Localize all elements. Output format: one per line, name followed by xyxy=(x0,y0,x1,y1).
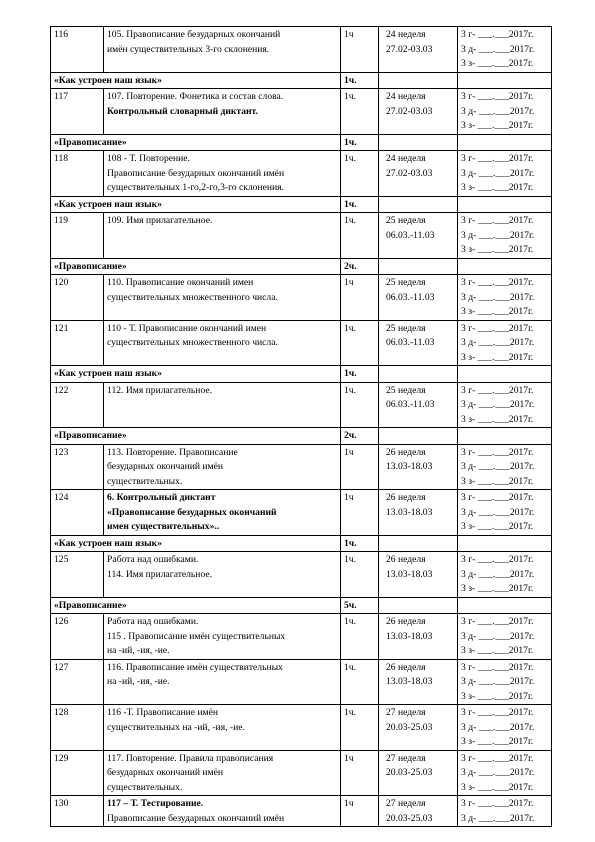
lesson-row xyxy=(51,275,552,321)
section-hours: 1ч. xyxy=(341,196,379,213)
lesson-hours: 1ч. xyxy=(341,89,379,135)
section-hours: 2ч. xyxy=(341,428,379,445)
lesson-number: 124 xyxy=(51,490,104,536)
cell-line: 3 д- ___.___2017г. xyxy=(461,337,535,348)
cell-line: 3 з- ___.___2017г. xyxy=(461,690,534,702)
section-row xyxy=(51,196,552,213)
lesson-topic xyxy=(104,490,341,536)
empty-cell xyxy=(379,258,458,275)
cell-line: на -ий, -ия, -ие. xyxy=(107,645,170,656)
cell-line: безударных окончаний имён xyxy=(107,767,224,778)
lesson-hours: 1ч xyxy=(341,796,379,827)
lesson-row xyxy=(51,213,552,259)
lesson-hours: 1ч. xyxy=(341,213,379,259)
section-hours: 1ч. xyxy=(341,72,379,89)
empty-cell xyxy=(458,597,552,614)
cell-line: 3 г- ___.___2017г. xyxy=(461,492,534,503)
cell-line: 20.03-25.03 xyxy=(386,812,433,824)
lesson-dates xyxy=(458,382,552,428)
lesson-dates xyxy=(458,213,552,259)
lesson-hours: 1ч xyxy=(341,27,379,73)
cell-line: 24 неделя xyxy=(386,91,426,102)
cell-line: безударных окончаний имён xyxy=(107,461,224,472)
cell-line: 3 г- ___.___2017г. xyxy=(461,616,534,627)
cell-line: существительных 1-го,2-го,3-го склонения. xyxy=(107,182,284,193)
section-hours: 2ч. xyxy=(341,258,379,275)
lesson-number: 125 xyxy=(51,552,104,598)
lesson-week xyxy=(379,382,458,428)
lesson-week xyxy=(379,320,458,366)
empty-cell xyxy=(379,597,458,614)
empty-cell xyxy=(458,72,552,89)
section-title: «Правописание» xyxy=(51,428,341,445)
lesson-number: 121 xyxy=(51,320,104,366)
cell-line: 27.02-03.03 xyxy=(386,167,433,179)
lesson-hours: 1ч. xyxy=(341,552,379,598)
cell-line: Контрольный словарный диктант. xyxy=(107,105,258,117)
lesson-week xyxy=(379,275,458,321)
lesson-week xyxy=(379,705,458,751)
lesson-dates xyxy=(458,89,552,135)
lesson-topic xyxy=(104,151,341,197)
lesson-hours: 1ч xyxy=(341,275,379,321)
lesson-week xyxy=(379,796,458,827)
cell-line: 26 неделя xyxy=(386,446,426,458)
lesson-number: 129 xyxy=(51,750,104,796)
cell-line: 3 з- ___.___2017г. xyxy=(461,521,534,532)
cell-line: 13.03-18.03 xyxy=(386,630,433,642)
section-row xyxy=(51,134,552,151)
cell-line: 110 - Т. Правописание окончаний имен xyxy=(107,322,267,334)
cell-line: 3 г- ___.___2017г. xyxy=(461,29,534,40)
lesson-number: 123 xyxy=(51,444,104,490)
cell-line: 3 з- ___.___2017г. xyxy=(461,583,534,594)
cell-line: 3 д- ___.___2017г. xyxy=(461,676,535,687)
empty-cell xyxy=(458,196,552,213)
section-hours: 1ч. xyxy=(341,134,379,151)
empty-cell xyxy=(379,535,458,552)
lesson-week xyxy=(379,490,458,536)
cell-line: 110. Правописание окончаний имен xyxy=(107,277,254,288)
cell-line: 112. Имя прилагательное. xyxy=(107,384,213,396)
lesson-week xyxy=(379,151,458,197)
cell-line: 3 д- ___.___2017г. xyxy=(461,630,535,642)
cell-line: существительных. xyxy=(107,475,183,487)
cell-line: существительных множественного числа. xyxy=(107,337,278,348)
lesson-hours: 1ч xyxy=(341,490,379,536)
cell-line: 3 г- ___.___2017г. xyxy=(461,707,534,718)
section-title: «Как устроен наш язык» xyxy=(51,196,341,213)
cell-line: 3 г- ___.___2017г. xyxy=(461,661,534,673)
cell-line: 24 неделя xyxy=(386,153,426,164)
cell-line: 3 з- ___.___2017г. xyxy=(461,58,534,69)
section-row xyxy=(51,72,552,89)
lesson-dates xyxy=(458,320,552,366)
lesson-topic xyxy=(104,614,341,660)
lesson-row xyxy=(51,705,552,751)
lesson-number: 127 xyxy=(51,659,104,705)
empty-cell xyxy=(379,134,458,151)
cell-line: 3 з- ___.___2017г. xyxy=(461,781,534,793)
empty-cell xyxy=(458,535,552,552)
lesson-row xyxy=(51,151,552,197)
cell-line: 3 д- ___.___2017г. xyxy=(461,399,535,410)
lesson-topic xyxy=(104,89,341,135)
lesson-number: 122 xyxy=(51,382,104,428)
cell-line: 3 г- ___.___2017г. xyxy=(461,153,534,164)
cell-line: 6. Контрольный диктант xyxy=(107,492,216,503)
section-hours: 5ч. xyxy=(341,597,379,614)
lesson-week xyxy=(379,444,458,490)
lesson-topic xyxy=(104,552,341,598)
lesson-topic xyxy=(104,659,341,705)
lesson-topic xyxy=(104,275,341,321)
empty-cell xyxy=(379,428,458,445)
lesson-week xyxy=(379,750,458,796)
cell-line: 3 г- ___.___2017г. xyxy=(461,554,534,565)
cell-line: 3 д- ___.___2017г. xyxy=(461,721,535,733)
cell-line: 26 неделя xyxy=(386,661,426,673)
lesson-row xyxy=(51,750,552,796)
empty-cell xyxy=(458,428,552,445)
lesson-topic xyxy=(104,27,341,73)
empty-cell xyxy=(458,366,552,383)
cell-line: 13.03-18.03 xyxy=(386,461,433,472)
cell-line: 3 г- ___.___2017г. xyxy=(461,384,534,396)
cell-line: 25 неделя xyxy=(386,322,426,334)
lesson-row xyxy=(51,614,552,660)
section-title: «Как устроен наш язык» xyxy=(51,366,341,383)
cell-line: 20.03-25.03 xyxy=(386,721,433,733)
cell-line: Работа над ошибками. xyxy=(107,616,199,627)
lesson-hours: 1ч. xyxy=(341,659,379,705)
lesson-row xyxy=(51,444,552,490)
cell-line: 06.03.-11.03 xyxy=(386,291,435,303)
lesson-dates xyxy=(458,659,552,705)
lesson-topic xyxy=(104,213,341,259)
cell-line: существительных множественного числа. xyxy=(107,291,278,303)
lesson-dates xyxy=(458,275,552,321)
cell-line: 06.03.-11.03 xyxy=(386,399,435,410)
cell-line: 3 д- ___.___2017г. xyxy=(461,229,535,241)
lesson-week xyxy=(379,659,458,705)
cell-line: 108 - Т. Повторение. xyxy=(107,153,190,164)
lesson-hours: 1ч xyxy=(341,444,379,490)
cell-line: 13.03-18.03 xyxy=(386,676,433,687)
cell-line: 113. Повторение. Правописание xyxy=(107,446,238,458)
lesson-hours: 1ч xyxy=(341,750,379,796)
cell-line: 3 з- ___.___2017г. xyxy=(461,120,534,131)
cell-line: 3 з- ___.___2017г. xyxy=(461,645,534,656)
lesson-dates xyxy=(458,750,552,796)
cell-line: 3 г- ___.___2017г. xyxy=(461,752,534,764)
lesson-topic xyxy=(104,382,341,428)
lesson-number: 117 xyxy=(51,89,104,135)
cell-line: 109. Имя прилагательное. xyxy=(107,215,213,226)
lesson-number: 119 xyxy=(51,213,104,259)
cell-line: 3 з- ___.___2017г. xyxy=(461,475,534,487)
section-title: «Правописание» xyxy=(51,258,341,275)
cell-line: 3 з- ___.___2017г. xyxy=(461,244,534,255)
lesson-number: 120 xyxy=(51,275,104,321)
lesson-plan-table xyxy=(50,26,552,827)
lesson-topic xyxy=(104,796,341,827)
lesson-dates xyxy=(458,444,552,490)
cell-line: имён существительных 3-го склонения. xyxy=(107,43,270,55)
cell-line: 27 неделя xyxy=(386,752,426,764)
cell-line: 3 з- ___.___2017г. xyxy=(461,413,534,425)
cell-line: 3 з- ___.___2017г. xyxy=(461,182,534,193)
cell-line: 3 д- ___.___2017г. xyxy=(461,767,535,778)
lesson-dates xyxy=(458,27,552,73)
cell-line: на -ий, -ия, -ие. xyxy=(107,676,170,687)
cell-line: 25 неделя xyxy=(386,215,426,226)
cell-line: 20.03-25.03 xyxy=(386,767,433,778)
cell-line: 3 з- ___.___2017г. xyxy=(461,306,534,317)
cell-line: 3 г- ___.___2017г. xyxy=(461,322,534,334)
cell-line: 06.03.-11.03 xyxy=(386,229,435,241)
lesson-number: 116 xyxy=(51,27,104,73)
lesson-dates xyxy=(458,151,552,197)
lesson-hours: 1ч. xyxy=(341,382,379,428)
lesson-week xyxy=(379,552,458,598)
lesson-dates xyxy=(458,614,552,660)
cell-line: 3 д- ___.___2017г. xyxy=(461,506,535,518)
cell-line: 3 г- ___.___2017г. xyxy=(461,277,534,288)
section-row xyxy=(51,366,552,383)
lesson-row xyxy=(51,89,552,135)
cell-line: 25 неделя xyxy=(386,277,426,288)
cell-line: 26 неделя xyxy=(386,554,426,565)
cell-line: «Правописание безударных окончаний xyxy=(107,506,277,518)
lesson-dates xyxy=(458,490,552,536)
cell-line: 27.02-03.03 xyxy=(386,43,433,55)
lesson-hours: 1ч. xyxy=(341,151,379,197)
cell-line: 116 -Т. Правописание имён xyxy=(107,707,218,718)
cell-line: 27.02-03.03 xyxy=(386,105,433,117)
cell-line: 116. Правописание имён существительных xyxy=(107,661,283,673)
lesson-topic xyxy=(104,444,341,490)
section-hours: 1ч. xyxy=(341,535,379,552)
cell-line: имен существительных».. xyxy=(107,521,220,532)
cell-line: 3 з- ___.___2017г. xyxy=(461,736,534,747)
cell-line: 13.03-18.03 xyxy=(386,568,433,580)
lesson-row xyxy=(51,490,552,536)
lesson-row xyxy=(51,320,552,366)
empty-cell xyxy=(458,258,552,275)
cell-line: 117 – Т. Тестирование. xyxy=(107,798,204,809)
cell-line: 06.03.-11.03 xyxy=(386,337,435,348)
lesson-row xyxy=(51,382,552,428)
lesson-hours: 1ч. xyxy=(341,614,379,660)
cell-line: 3 г- ___.___2017г. xyxy=(461,798,534,809)
cell-line: 3 г- ___.___2017г. xyxy=(461,446,534,458)
lesson-dates xyxy=(458,796,552,827)
cell-line: Работа над ошибками. xyxy=(107,554,199,565)
cell-line: 3 д- ___.___2017г. xyxy=(461,105,535,117)
cell-line: 24 неделя xyxy=(386,29,426,40)
lesson-week xyxy=(379,213,458,259)
cell-line: 105. Правописание безударных окончаний xyxy=(107,29,281,40)
cell-line: 26 неделя xyxy=(386,492,426,503)
lesson-number: 126 xyxy=(51,614,104,660)
cell-line: 3 д- ___.___2017г. xyxy=(461,461,535,472)
lesson-row xyxy=(51,659,552,705)
cell-line: Правописание безударных окончаний имён xyxy=(107,812,285,824)
cell-line: 26 неделя xyxy=(386,616,426,627)
cell-line: 25 неделя xyxy=(386,384,426,396)
empty-cell xyxy=(379,196,458,213)
lesson-number: 130 xyxy=(51,796,104,827)
cell-line: 3 д- ___.___2017г. xyxy=(461,167,535,179)
empty-cell xyxy=(379,72,458,89)
lesson-row xyxy=(51,552,552,598)
lesson-dates xyxy=(458,552,552,598)
empty-cell xyxy=(458,134,552,151)
cell-line: существительных. xyxy=(107,781,183,793)
lesson-topic xyxy=(104,320,341,366)
section-row xyxy=(51,535,552,552)
section-title: «Правописание» xyxy=(51,134,341,151)
lesson-hours: 1ч. xyxy=(341,320,379,366)
lesson-week xyxy=(379,27,458,73)
lesson-dates xyxy=(458,705,552,751)
cell-line: 114. Имя прилагательное. xyxy=(107,568,213,580)
cell-line: 3 д- ___.___2017г. xyxy=(461,812,535,824)
cell-line: 27 неделя xyxy=(386,707,426,718)
cell-line: 27 неделя xyxy=(386,798,426,809)
cell-line: 3 д- ___.___2017г. xyxy=(461,568,535,580)
lesson-number: 128 xyxy=(51,705,104,751)
lesson-topic xyxy=(104,705,341,751)
section-row xyxy=(51,258,552,275)
cell-line: 107. Повторение. Фонетика и состав слова. xyxy=(107,91,284,102)
cell-line: 3 д- ___.___2017г. xyxy=(461,291,535,303)
section-title: «Как устроен наш язык» xyxy=(51,72,341,89)
section-title: «Как устроен наш язык» xyxy=(51,535,341,552)
cell-line: 117. Повторение. Правила правописания xyxy=(107,752,274,764)
cell-line: 3 г- ___.___2017г. xyxy=(461,91,534,102)
cell-line: существительных на -ий, -ия, -ие. xyxy=(107,721,245,733)
lesson-row xyxy=(51,796,552,827)
cell-line: 3 з- ___.___2017г. xyxy=(461,351,534,363)
cell-line: 3 д- ___.___2017г. xyxy=(461,43,535,55)
lesson-hours: 1ч. xyxy=(341,705,379,751)
cell-line: 115 . Правописание имён существительных xyxy=(107,630,286,642)
lesson-plan-body xyxy=(51,27,552,827)
lesson-row xyxy=(51,27,552,73)
section-row xyxy=(51,428,552,445)
cell-line: Правописание безударных окончаний имён xyxy=(107,167,285,179)
cell-line: 3 г- ___.___2017г. xyxy=(461,215,534,226)
empty-cell xyxy=(379,366,458,383)
lesson-week xyxy=(379,614,458,660)
cell-line: 13.03-18.03 xyxy=(386,506,433,518)
lesson-topic xyxy=(104,750,341,796)
section-row xyxy=(51,597,552,614)
section-hours: 1ч. xyxy=(341,366,379,383)
lesson-week xyxy=(379,89,458,135)
section-title: «Правописание» xyxy=(51,597,341,614)
lesson-number: 118 xyxy=(51,151,104,197)
